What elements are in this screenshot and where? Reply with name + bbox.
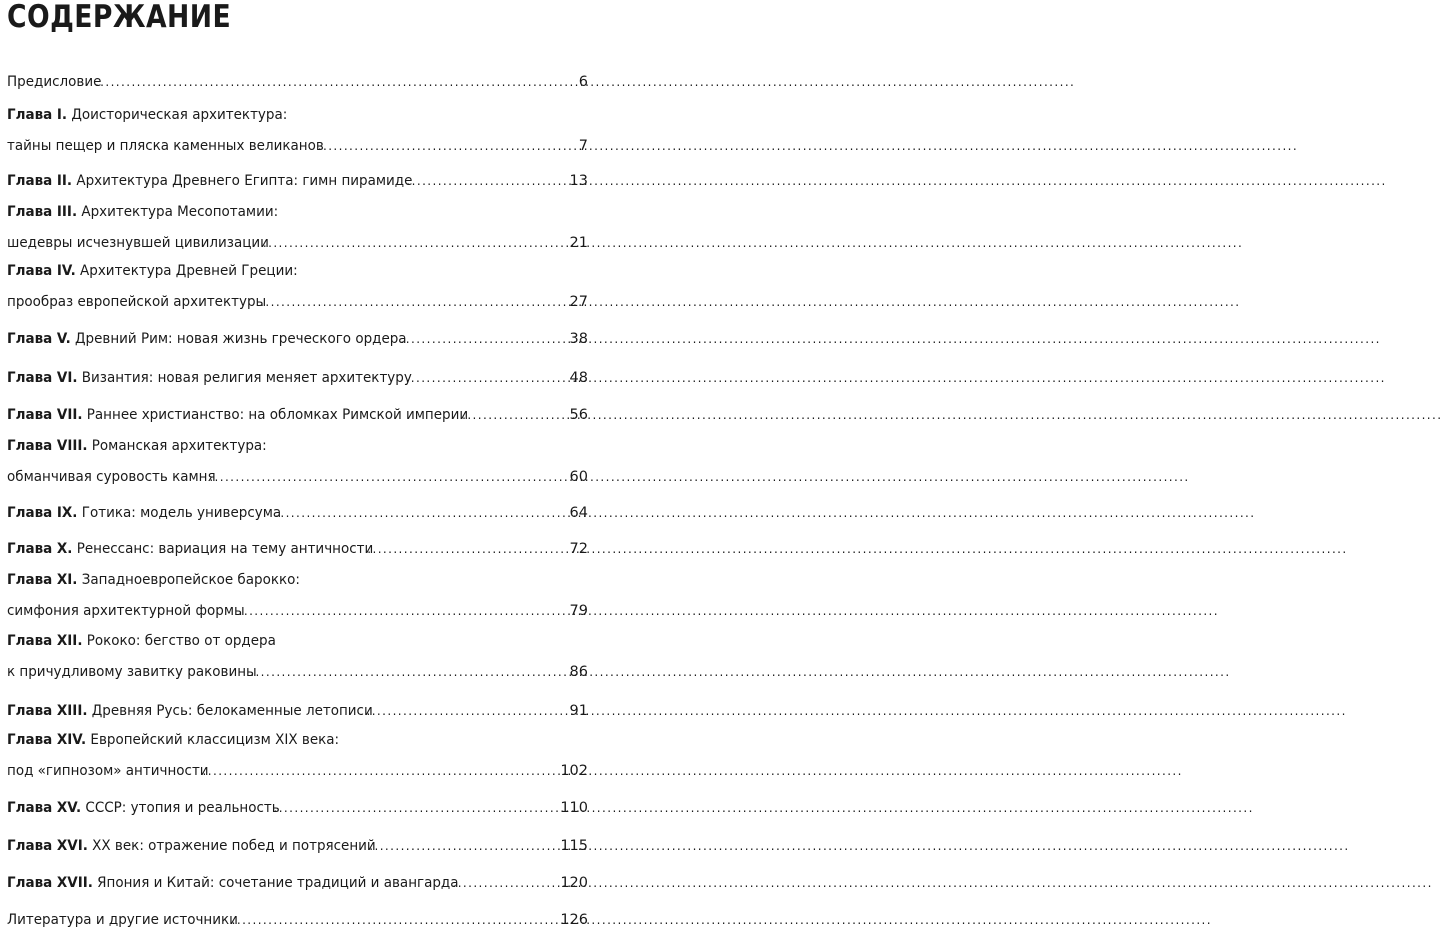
entry-text bbox=[7, 908, 238, 932]
entry-title-part1: Архитектура Месопотамии: bbox=[81, 204, 279, 220]
entry-text bbox=[7, 366, 412, 390]
dot-leader bbox=[369, 834, 558, 858]
entry-text bbox=[7, 759, 209, 783]
entry-title-part2: под «гипнозом» античности bbox=[7, 763, 209, 779]
entry-text bbox=[7, 231, 269, 255]
dot-leader bbox=[239, 599, 568, 623]
entry-title-part1: Западноевропейское барокко: bbox=[81, 572, 300, 588]
dot-leader bbox=[95, 70, 577, 94]
entry-last-line bbox=[7, 70, 588, 94]
dot-leader bbox=[260, 290, 567, 314]
entry-text bbox=[7, 290, 266, 314]
dot-leader bbox=[406, 366, 568, 390]
dot-leader bbox=[203, 759, 559, 783]
entry-last-line bbox=[7, 599, 588, 623]
chapter-label: Глава VI. bbox=[7, 370, 78, 386]
toc-page bbox=[7, 0, 588, 936]
toc-entry[interactable] bbox=[7, 908, 588, 932]
page-number: 48 bbox=[569, 370, 588, 386]
toc-entry[interactable] bbox=[7, 568, 588, 623]
page-number: 7 bbox=[578, 138, 588, 154]
entry-last-line bbox=[7, 871, 588, 895]
dot-leader bbox=[275, 501, 567, 525]
chapter-label: Глава XII. bbox=[7, 633, 83, 649]
entry-first-line bbox=[7, 103, 547, 127]
chapter-label: Глава XVI. bbox=[7, 838, 88, 854]
dot-leader bbox=[462, 403, 567, 427]
entry-first-line bbox=[7, 200, 547, 224]
page-number: 27 bbox=[569, 294, 588, 310]
entry-text bbox=[7, 871, 459, 895]
dot-leader bbox=[250, 660, 567, 684]
toc-entry[interactable] bbox=[7, 434, 588, 489]
chapter-label: Глава X. bbox=[7, 541, 73, 557]
entry-text bbox=[7, 403, 468, 427]
page-number: 91 bbox=[569, 703, 588, 719]
page-number: 102 bbox=[560, 763, 588, 779]
page-number: 110 bbox=[560, 800, 588, 816]
dot-leader bbox=[263, 231, 568, 255]
entry-title: Готика: модель универсума bbox=[81, 505, 282, 521]
chapter-label: Глава XIII. bbox=[7, 703, 88, 719]
chapter-label: Глава I. bbox=[7, 107, 68, 123]
dot-leader bbox=[318, 134, 577, 158]
entry-title: СССР: утопия и реальность bbox=[85, 800, 280, 816]
toc-entry[interactable] bbox=[7, 103, 588, 158]
entry-last-line bbox=[7, 537, 588, 561]
entry-title-part2: симфония архитектурной формы bbox=[7, 603, 245, 619]
entry-title-part2: к причудливому завитку раковины bbox=[7, 664, 257, 680]
dot-leader bbox=[274, 796, 559, 820]
entry-text bbox=[7, 699, 372, 723]
toc-entry[interactable] bbox=[7, 728, 588, 783]
entry-title-part1: Европейский классицизм XIX века: bbox=[90, 732, 340, 748]
chapter-label: Глава II. bbox=[7, 173, 73, 189]
entry-title: Древний Рим: новая жизнь греческого ордера bbox=[75, 331, 407, 347]
entry-text bbox=[7, 70, 101, 94]
entry-text bbox=[7, 834, 375, 858]
entry-title: Предисловие bbox=[7, 74, 102, 90]
entry-last-line bbox=[7, 908, 588, 932]
entry-title: Литература и другие источники bbox=[7, 912, 238, 928]
entry-last-line bbox=[7, 501, 588, 525]
entry-title-part1: Романская архитектура: bbox=[91, 438, 267, 454]
chapter-label: Глава VIII. bbox=[7, 438, 88, 454]
toc-entry[interactable] bbox=[7, 629, 588, 684]
entry-last-line bbox=[7, 834, 588, 858]
page-title: СОДЕРЖАНИЕ bbox=[7, 0, 232, 35]
page-number: 13 bbox=[569, 173, 588, 189]
entry-last-line bbox=[7, 759, 588, 783]
dot-leader bbox=[406, 169, 567, 193]
entry-text bbox=[7, 501, 281, 525]
entry-title-part1: Рококо: бегство от ордера bbox=[86, 633, 276, 649]
chapter-label: Глава XVII. bbox=[7, 875, 93, 891]
toc-entry[interactable] bbox=[7, 200, 588, 255]
entry-last-line bbox=[7, 660, 588, 684]
entry-title-part1: Доисторическая архитектура: bbox=[71, 107, 288, 123]
entry-title-part1: Архитектура Древней Греции: bbox=[80, 263, 298, 279]
chapter-label: Глава XIV. bbox=[7, 732, 87, 748]
toc-entry[interactable] bbox=[7, 327, 588, 351]
chapter-label: Глава XI. bbox=[7, 572, 78, 588]
entry-last-line bbox=[7, 169, 588, 193]
entry-first-line bbox=[7, 629, 547, 653]
entry-title-part2: тайны пещер и пляска каменных великанов bbox=[7, 138, 324, 154]
entry-title-part2: шедевры исчезнувшей цивилизации bbox=[7, 235, 269, 251]
entry-text bbox=[7, 327, 407, 351]
entry-title: Раннее христианство: на обломках Римской империи bbox=[86, 407, 469, 423]
entry-last-line bbox=[7, 465, 588, 489]
toc-entry[interactable] bbox=[7, 834, 588, 858]
chapter-label: Глава IX. bbox=[7, 505, 78, 521]
dot-leader bbox=[232, 908, 559, 932]
dot-leader bbox=[367, 699, 568, 723]
chapter-label: Глава V. bbox=[7, 331, 71, 347]
entry-text bbox=[7, 465, 215, 489]
dot-leader bbox=[401, 327, 568, 351]
chapter-label: Глава XV. bbox=[7, 800, 82, 816]
entry-last-line bbox=[7, 699, 588, 723]
entry-title: XX век: отражение побед и потрясений bbox=[92, 838, 376, 854]
dot-leader bbox=[367, 537, 567, 561]
entry-last-line bbox=[7, 796, 588, 820]
entry-text bbox=[7, 537, 373, 561]
entry-last-line bbox=[7, 403, 588, 427]
entry-title: Япония и Китай: сочетание традиций и авангарда bbox=[97, 875, 459, 891]
toc-entry[interactable] bbox=[7, 366, 588, 390]
page-number: 120 bbox=[560, 875, 588, 891]
entry-title-part2: обманчивая суровость камня bbox=[7, 469, 216, 485]
toc-entry[interactable] bbox=[7, 169, 588, 193]
entry-text bbox=[7, 169, 412, 193]
toc-entry[interactable] bbox=[7, 796, 588, 820]
toc-entry[interactable] bbox=[7, 501, 588, 525]
entry-last-line bbox=[7, 231, 588, 255]
page-number: 72 bbox=[569, 541, 588, 557]
page-number: 21 bbox=[569, 235, 588, 251]
entry-last-line bbox=[7, 366, 588, 390]
dot-leader bbox=[209, 465, 567, 489]
toc-entry[interactable] bbox=[7, 403, 588, 427]
entry-first-line bbox=[7, 728, 547, 752]
page-number: 60 bbox=[569, 469, 588, 485]
entry-title: Византия: новая религия меняет архитектуру bbox=[81, 370, 412, 386]
entry-text bbox=[7, 660, 256, 684]
page-number: 64 bbox=[569, 505, 588, 521]
entry-last-line bbox=[7, 134, 588, 158]
entry-first-line bbox=[7, 259, 547, 283]
entry-first-line bbox=[7, 434, 547, 458]
chapter-label: Глава III. bbox=[7, 204, 78, 220]
entry-first-line bbox=[7, 568, 547, 592]
toc-entry[interactable] bbox=[7, 871, 588, 895]
entry-title-part2: прообраз европейской архитектуры bbox=[7, 294, 267, 310]
page-number: 115 bbox=[560, 838, 588, 854]
entry-text bbox=[7, 796, 279, 820]
entry-title: Архитектура Древнего Египта: гимн пирамиде bbox=[76, 173, 413, 189]
page-number: 126 bbox=[560, 912, 588, 928]
dot-leader bbox=[452, 871, 558, 895]
entry-title: Ренессанс: вариация на тему античности bbox=[76, 541, 374, 557]
entry-last-line bbox=[7, 290, 588, 314]
page-number: 56 bbox=[569, 407, 588, 423]
entry-title: Древняя Русь: белокаменные летописи bbox=[91, 703, 373, 719]
entry-text bbox=[7, 599, 245, 623]
toc-entry[interactable] bbox=[7, 699, 588, 723]
page-number: 38 bbox=[569, 331, 588, 347]
page-number: 6 bbox=[578, 74, 588, 90]
entry-last-line bbox=[7, 327, 588, 351]
entry-text bbox=[7, 134, 324, 158]
chapter-label: Глава VII. bbox=[7, 407, 83, 423]
toc-entry[interactable] bbox=[7, 259, 588, 314]
chapter-label: Глава IV. bbox=[7, 263, 76, 279]
page-number: 86 bbox=[569, 664, 588, 680]
toc-entry[interactable] bbox=[7, 537, 588, 561]
page-number: 79 bbox=[569, 603, 588, 619]
toc-entry[interactable] bbox=[7, 70, 588, 94]
